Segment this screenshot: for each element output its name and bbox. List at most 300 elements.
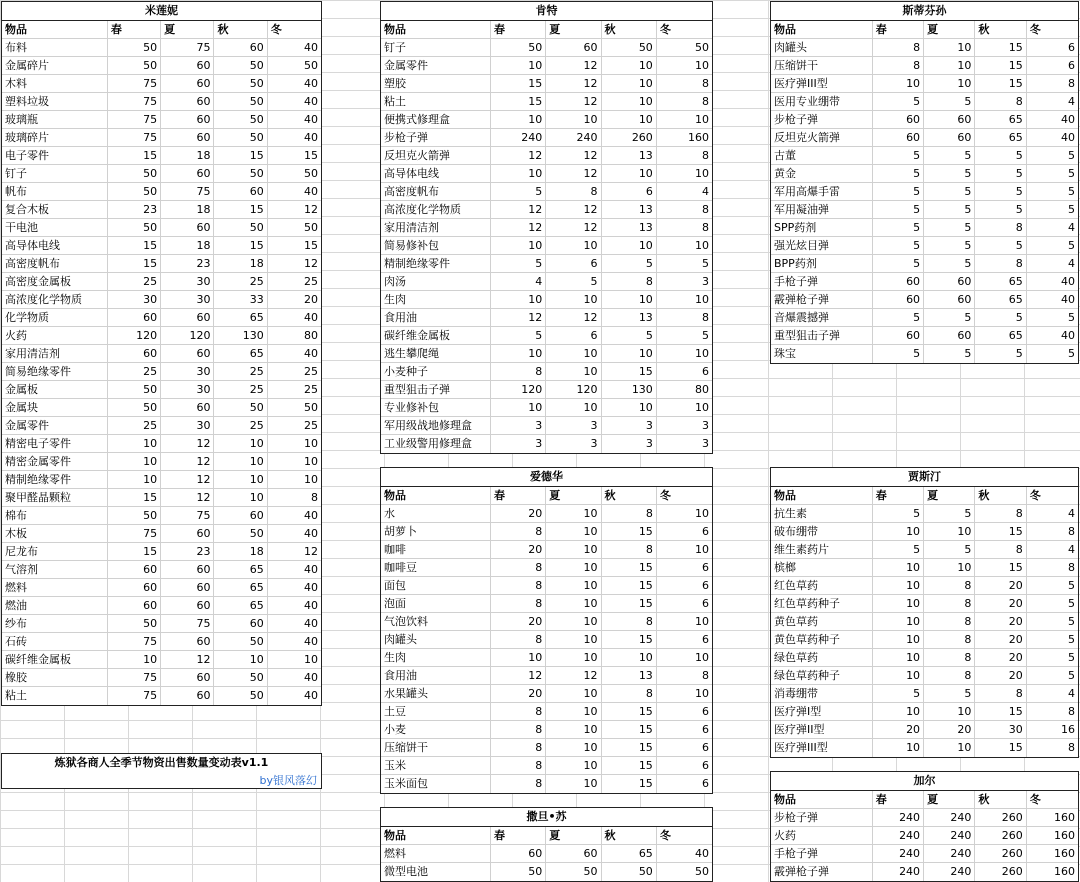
table-row: [381, 739, 712, 757]
qty-cell-winter: 40: [304, 671, 318, 684]
item-name-cell: 简易修补包: [381, 237, 491, 254]
qty-cell-autumn: 8: [975, 505, 1026, 522]
item-name-cell: 金属零件: [2, 417, 108, 434]
qty-cell-summer: 30: [161, 363, 214, 380]
item-name-cell: 家用清洁剂: [2, 345, 108, 362]
item-name-cell: 槟榔: [771, 559, 873, 576]
qty-cell-summer: 5: [924, 685, 975, 702]
qty-cell-spring: 60: [873, 273, 924, 290]
header-row: [2, 21, 321, 39]
item-name-cell: 气泡饮料: [381, 613, 491, 630]
item-name-cell: 复合木板: [2, 201, 108, 218]
qty-cell-spring: 5: [873, 183, 924, 200]
qty-cell-summer: 10: [546, 703, 601, 720]
table-row: [771, 39, 1078, 57]
qty-cell-spring: 8: [873, 57, 924, 74]
qty-cell-autumn: 10: [602, 345, 657, 362]
qty-cell-autumn: 3: [602, 435, 657, 453]
item-name-cell: 黄金: [771, 165, 873, 182]
qty-cell-winter: 4: [702, 185, 709, 198]
table-row: [2, 525, 321, 543]
item-name-cell: 压缩饼干: [381, 739, 491, 756]
qty-cell-spring: 60: [108, 597, 161, 614]
table-row: [771, 255, 1078, 273]
table-row: [771, 183, 1078, 201]
qty-cell-spring: 10: [873, 649, 924, 666]
qty-cell-summer: 10: [546, 631, 601, 648]
qty-cell-autumn: 65: [975, 111, 1026, 128]
qty-cell-winter: 40: [304, 347, 318, 360]
qty-cell-spring: 50: [108, 39, 161, 56]
table-row: [381, 57, 712, 75]
qty-cell-winter: 3: [702, 419, 709, 432]
item-name-cell: 维生素药片: [771, 541, 873, 558]
qty-cell-summer: 12: [161, 489, 214, 506]
qty-cell-summer: 8: [924, 613, 975, 630]
item-name-cell: 高浓度化学物质: [2, 291, 108, 308]
qty-cell-winter: 6: [702, 561, 709, 574]
table-row: [771, 129, 1078, 147]
qty-cell-autumn: 60: [214, 183, 267, 200]
qty-cell-summer: 18: [161, 237, 214, 254]
qty-cell-summer: 60: [161, 399, 214, 416]
item-name-cell: 手枪子弹: [771, 273, 873, 290]
qty-cell-spring: 75: [108, 75, 161, 92]
column-header-winter: 冬: [270, 23, 282, 36]
qty-cell-autumn: 20: [975, 595, 1026, 612]
item-name-cell: 棉布: [2, 507, 108, 524]
qty-cell-winter: 40: [304, 689, 318, 702]
table-row: [2, 147, 321, 165]
qty-cell-winter: 40: [304, 563, 318, 576]
qty-cell-spring: 10: [873, 703, 924, 720]
qty-cell-spring: 10: [491, 57, 546, 74]
item-name-cell: 玻璃碎片: [2, 129, 108, 146]
qty-cell-summer: 12: [546, 667, 601, 684]
table-row: [2, 57, 321, 75]
qty-cell-spring: 10: [108, 471, 161, 488]
table-row: [2, 201, 321, 219]
header-row: [771, 21, 1078, 39]
item-name-cell: 医疗弹II型: [771, 721, 873, 738]
qty-cell-winter: 10: [304, 473, 318, 486]
qty-cell-autumn: 65: [214, 345, 267, 362]
qty-cell-spring: 5: [873, 165, 924, 182]
qty-cell-summer: 120: [161, 327, 214, 344]
qty-cell-autumn: 50: [214, 75, 267, 92]
qty-cell-summer: 6: [546, 255, 601, 272]
qty-cell-summer: 10: [546, 685, 601, 702]
table-row: [771, 291, 1078, 309]
qty-cell-autumn: 15: [975, 75, 1026, 92]
qty-cell-autumn: 13: [602, 147, 657, 164]
table-row: [381, 183, 712, 201]
column-header-summer: 夏: [924, 21, 975, 38]
qty-cell-spring: 75: [108, 525, 161, 542]
table-row: [771, 219, 1078, 237]
table-kent: [380, 1, 713, 454]
table-row: [381, 845, 712, 863]
qty-cell-winter: 20: [304, 293, 318, 306]
qty-cell-summer: 10: [546, 363, 601, 380]
table-row: [771, 559, 1078, 577]
qty-cell-spring: 50: [108, 219, 161, 236]
table-row: [2, 111, 321, 129]
qty-cell-winter: 5: [1068, 669, 1075, 682]
qty-cell-autumn: 33: [214, 291, 267, 308]
qty-cell-winter: 50: [695, 41, 709, 54]
qty-cell-spring: 15: [108, 147, 161, 164]
qty-cell-summer: 60: [546, 845, 601, 862]
item-name-cell: SPP药剂: [771, 219, 873, 236]
table-row: [381, 291, 712, 309]
table-row: [381, 775, 712, 793]
qty-cell-winter: 10: [304, 455, 318, 468]
table-row: [771, 845, 1078, 863]
qty-cell-summer: 10: [546, 595, 601, 612]
item-name-cell: 水果罐头: [381, 685, 491, 702]
qty-cell-summer: 60: [161, 111, 214, 128]
qty-cell-autumn: 10: [214, 489, 267, 506]
table-row: [771, 523, 1078, 541]
qty-cell-autumn: 260: [975, 863, 1026, 881]
item-name-cell: 家用清洁剂: [381, 219, 491, 236]
table-row: [2, 543, 321, 561]
qty-cell-autumn: 260: [975, 845, 1026, 862]
qty-cell-summer: 10: [924, 75, 975, 92]
qty-cell-autumn: 8: [975, 255, 1026, 272]
qty-cell-autumn: 30: [975, 721, 1026, 738]
qty-cell-summer: 18: [161, 201, 214, 218]
header-row: [381, 827, 712, 845]
table-row: [381, 219, 712, 237]
qty-cell-autumn: 65: [975, 327, 1026, 344]
qty-cell-summer: 8: [924, 595, 975, 612]
table-row: [2, 327, 321, 345]
qty-cell-spring: 50: [108, 615, 161, 632]
merchant-name: 米莲妮: [2, 2, 321, 21]
qty-cell-summer: 5: [924, 147, 975, 164]
qty-cell-winter: 40: [1061, 293, 1075, 306]
item-name-cell: 食用油: [381, 667, 491, 684]
qty-cell-summer: 10: [546, 721, 601, 738]
qty-cell-autumn: 15: [602, 577, 657, 594]
qty-cell-winter: 8: [1068, 705, 1075, 718]
qty-cell-winter: 5: [1068, 579, 1075, 592]
qty-cell-summer: 5: [924, 237, 975, 254]
qty-cell-summer: 60: [161, 687, 214, 705]
qty-cell-winter: 10: [695, 401, 709, 414]
qty-cell-autumn: 5: [975, 201, 1026, 218]
item-name-cell: 医疗弹III型: [771, 739, 873, 757]
qty-cell-spring: 5: [873, 147, 924, 164]
qty-cell-spring: 10: [491, 345, 546, 362]
qty-cell-spring: 50: [491, 863, 546, 881]
item-name-cell: 反坦克火箭弹: [771, 129, 873, 146]
qty-cell-spring: 12: [491, 147, 546, 164]
column-header-autumn: 秋: [214, 21, 267, 38]
table-row: [2, 381, 321, 399]
item-name-cell: 肉汤: [381, 273, 491, 290]
qty-cell-summer: 60: [161, 345, 214, 362]
qty-cell-summer: 30: [161, 291, 214, 308]
qty-cell-autumn: 10: [602, 57, 657, 74]
qty-cell-summer: 8: [924, 667, 975, 684]
qty-cell-autumn: 8: [975, 685, 1026, 702]
qty-cell-winter: 40: [304, 581, 318, 594]
qty-cell-autumn: 25: [214, 417, 267, 434]
table-row: [381, 201, 712, 219]
qty-cell-winter: 8: [1068, 77, 1075, 90]
column-header-item: 物品: [771, 791, 873, 808]
qty-cell-summer: 12: [161, 651, 214, 668]
qty-cell-autumn: 50: [602, 39, 657, 56]
qty-cell-winter: 50: [304, 167, 318, 180]
item-name-cell: 压缩饼干: [771, 57, 873, 74]
qty-cell-spring: 50: [108, 165, 161, 182]
qty-cell-spring: 12: [491, 667, 546, 684]
qty-cell-spring: 25: [108, 417, 161, 434]
qty-cell-winter: 6: [702, 579, 709, 592]
table-row: [381, 577, 712, 595]
qty-cell-winter: 3: [702, 437, 709, 450]
qty-cell-winter: 6: [702, 597, 709, 610]
qty-cell-summer: 240: [924, 827, 975, 844]
qty-cell-autumn: 8: [975, 93, 1026, 110]
column-header-item: 物品: [381, 21, 491, 38]
table-row: [381, 757, 712, 775]
qty-cell-summer: 10: [924, 703, 975, 720]
qty-cell-winter: 40: [304, 77, 318, 90]
qty-cell-summer: 12: [546, 309, 601, 326]
qty-cell-autumn: 15: [214, 237, 267, 254]
table-row: [771, 649, 1078, 667]
qty-cell-summer: 30: [161, 381, 214, 398]
item-name-cell: 电子零件: [2, 147, 108, 164]
item-name-cell: 简易绝缘零件: [2, 363, 108, 380]
qty-cell-autumn: 15: [602, 775, 657, 793]
qty-cell-autumn: 20: [975, 613, 1026, 630]
table-row: [771, 327, 1078, 345]
qty-cell-spring: 8: [491, 523, 546, 540]
qty-cell-spring: 10: [873, 559, 924, 576]
table-row: [381, 667, 712, 685]
column-header-autumn: 秋: [602, 21, 657, 38]
qty-cell-summer: 60: [924, 291, 975, 308]
table-row: [771, 685, 1078, 703]
qty-cell-winter: 50: [304, 401, 318, 414]
table-row: [771, 577, 1078, 595]
table-row: [381, 505, 712, 523]
qty-cell-winter: 10: [695, 615, 709, 628]
item-name-cell: 粘土: [2, 687, 108, 705]
qty-cell-winter: 10: [695, 651, 709, 664]
qty-cell-spring: 10: [491, 237, 546, 254]
qty-cell-autumn: 50: [214, 219, 267, 236]
item-name-cell: 工业级警用修理盒: [381, 435, 491, 453]
item-name-cell: 碳纤维金属板: [2, 651, 108, 668]
qty-cell-summer: 10: [546, 577, 601, 594]
column-header-spring: 春: [491, 827, 546, 844]
qty-cell-spring: 60: [873, 111, 924, 128]
qty-cell-spring: 10: [873, 577, 924, 594]
qty-cell-summer: 12: [161, 435, 214, 452]
table-row: [381, 523, 712, 541]
qty-cell-spring: 10: [491, 291, 546, 308]
qty-cell-summer: 60: [161, 309, 214, 326]
qty-cell-winter: 160: [1054, 865, 1075, 878]
sheet-title: 炼狱各商人全季节物资出售数量变动表v1.1: [54, 756, 269, 769]
qty-cell-spring: 20: [491, 505, 546, 522]
qty-cell-spring: 240: [491, 129, 546, 146]
qty-cell-winter: 5: [1068, 311, 1075, 324]
item-name-cell: 水: [381, 505, 491, 522]
qty-cell-spring: 8: [491, 703, 546, 720]
item-name-cell: 燃油: [2, 597, 108, 614]
qty-cell-autumn: 65: [602, 845, 657, 862]
qty-cell-winter: 25: [304, 365, 318, 378]
table-row: [2, 489, 321, 507]
item-name-cell: 抗生素: [771, 505, 873, 522]
item-name-cell: 钉子: [381, 39, 491, 56]
qty-cell-winter: 15: [304, 149, 318, 162]
column-header-autumn: 秋: [975, 21, 1026, 38]
column-header-spring: 春: [873, 791, 924, 808]
header-row: [771, 791, 1078, 809]
qty-cell-autumn: 8: [975, 541, 1026, 558]
item-name-cell: 金属零件: [381, 57, 491, 74]
table-row: [771, 613, 1078, 631]
item-name-cell: 珠宝: [771, 345, 873, 363]
qty-cell-autumn: 10: [602, 165, 657, 182]
qty-cell-autumn: 260: [975, 809, 1026, 826]
table-row: [2, 237, 321, 255]
qty-cell-autumn: 8: [602, 273, 657, 290]
table-row: [2, 75, 321, 93]
qty-cell-spring: 5: [873, 219, 924, 236]
table-row: [771, 147, 1078, 165]
qty-cell-autumn: 15: [602, 757, 657, 774]
item-name-cell: 木板: [2, 525, 108, 542]
item-name-cell: 玉米: [381, 757, 491, 774]
qty-cell-summer: 60: [161, 219, 214, 236]
table-row: [2, 165, 321, 183]
qty-cell-winter: 6: [702, 723, 709, 736]
qty-cell-autumn: 8: [602, 685, 657, 702]
qty-cell-spring: 75: [108, 687, 161, 705]
table-row: [381, 721, 712, 739]
item-name-cell: 微型电池: [381, 863, 491, 881]
qty-cell-spring: 20: [873, 721, 924, 738]
item-name-cell: 泡面: [381, 595, 491, 612]
qty-cell-spring: 240: [873, 809, 924, 826]
qty-cell-autumn: 50: [214, 93, 267, 110]
qty-cell-autumn: 8: [602, 505, 657, 522]
qty-cell-spring: 8: [491, 577, 546, 594]
qty-cell-summer: 12: [546, 201, 601, 218]
table-row: [2, 615, 321, 633]
qty-cell-spring: 10: [873, 631, 924, 648]
qty-cell-autumn: 18: [214, 255, 267, 272]
item-name-cell: 干电池: [2, 219, 108, 236]
item-name-cell: 精制绝缘零件: [2, 471, 108, 488]
qty-cell-spring: 75: [108, 129, 161, 146]
qty-cell-autumn: 5: [975, 237, 1026, 254]
merchant-name: 斯蒂芬孙: [771, 2, 1078, 21]
item-name-cell: 专业修补包: [381, 399, 491, 416]
qty-cell-summer: 10: [546, 775, 601, 793]
qty-cell-summer: 75: [161, 507, 214, 524]
qty-cell-winter: 160: [688, 131, 709, 144]
qty-cell-autumn: 20: [975, 649, 1026, 666]
qty-cell-summer: 10: [546, 345, 601, 362]
qty-cell-autumn: 130: [214, 327, 267, 344]
qty-cell-spring: 20: [491, 541, 546, 558]
qty-cell-spring: 50: [108, 399, 161, 416]
table-row: [2, 417, 321, 435]
qty-cell-autumn: 60: [214, 615, 267, 632]
table-row: [381, 703, 712, 721]
qty-cell-winter: 25: [304, 275, 318, 288]
qty-cell-spring: 10: [873, 75, 924, 92]
qty-cell-summer: 18: [161, 147, 214, 164]
qty-cell-summer: 3: [546, 435, 601, 453]
item-name-cell: 面包: [381, 577, 491, 594]
table-row: [381, 93, 712, 111]
qty-cell-autumn: 50: [214, 57, 267, 74]
item-name-cell: 胡萝卜: [381, 523, 491, 540]
qty-cell-winter: 40: [304, 599, 318, 612]
item-name-cell: 高密度金属板: [2, 273, 108, 290]
table-row: [381, 237, 712, 255]
qty-cell-summer: 60: [546, 39, 601, 56]
table-jastin: [770, 467, 1079, 758]
qty-cell-autumn: 50: [214, 633, 267, 650]
qty-cell-summer: 60: [161, 579, 214, 596]
qty-cell-spring: 10: [873, 523, 924, 540]
qty-cell-summer: 10: [924, 559, 975, 576]
qty-cell-spring: 120: [491, 381, 546, 398]
qty-cell-spring: 240: [873, 827, 924, 844]
qty-cell-autumn: 5: [602, 255, 657, 272]
item-name-cell: 强光炫目弹: [771, 237, 873, 254]
qty-cell-autumn: 5: [975, 345, 1026, 363]
qty-cell-spring: 10: [873, 613, 924, 630]
qty-cell-autumn: 130: [602, 381, 657, 398]
item-name-cell: 红色草药: [771, 577, 873, 594]
table-row: [771, 863, 1078, 881]
qty-cell-winter: 10: [695, 507, 709, 520]
table-row: [2, 507, 321, 525]
table-row: [2, 219, 321, 237]
qty-cell-summer: 5: [924, 255, 975, 272]
qty-cell-summer: 12: [161, 453, 214, 470]
table-row: [2, 129, 321, 147]
qty-cell-winter: 40: [304, 311, 318, 324]
item-name-cell: 布料: [2, 39, 108, 56]
column-header-autumn: 秋: [602, 827, 657, 844]
item-name-cell: 反坦克火箭弹: [381, 147, 491, 164]
qty-cell-summer: 8: [924, 631, 975, 648]
qty-cell-summer: 75: [161, 39, 214, 56]
qty-cell-summer: 5: [924, 183, 975, 200]
item-name-cell: 小麦: [381, 721, 491, 738]
table-row: [771, 541, 1078, 559]
qty-cell-autumn: 65: [975, 291, 1026, 308]
qty-cell-winter: 8: [1068, 525, 1075, 538]
qty-cell-winter: 6: [702, 759, 709, 772]
table-row: [771, 237, 1078, 255]
